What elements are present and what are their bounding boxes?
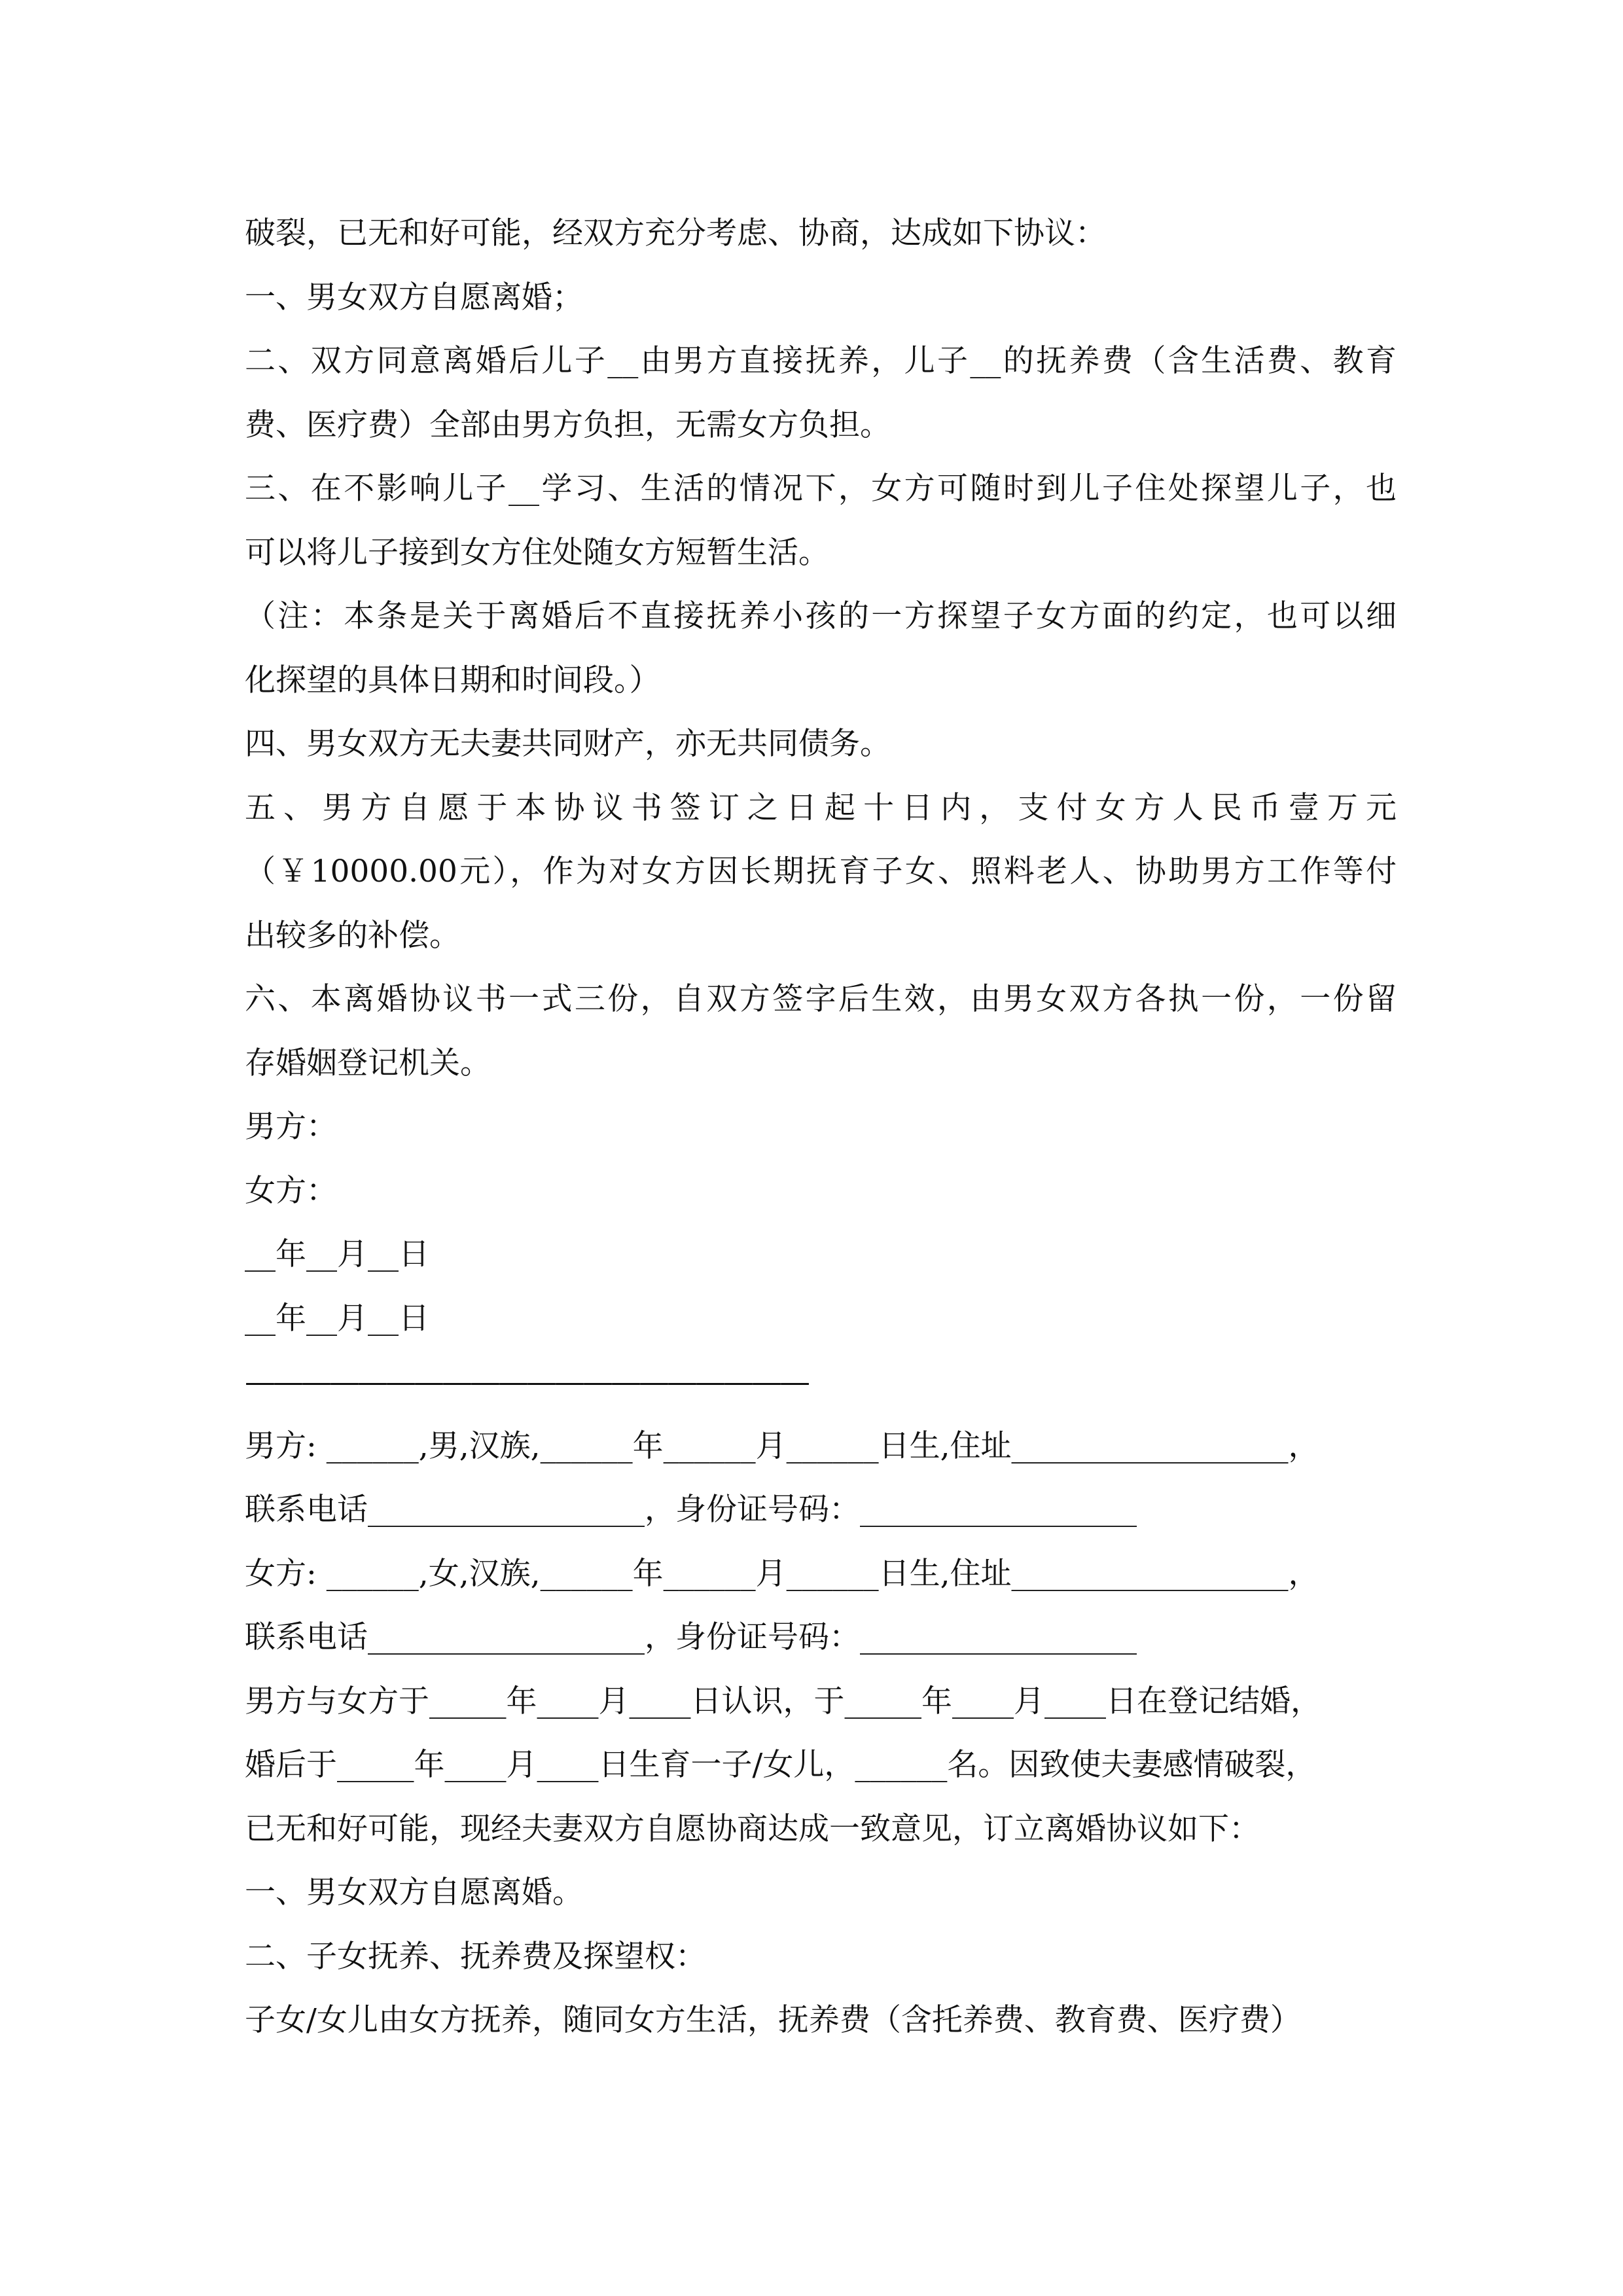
document-body <box>245 202 1397 2053</box>
text-line: 女方: ______,女,汉族,______年______月______日生,住址__________________， <box>245 1555 1319 1592</box>
text-line: 二、子女抚养、抚养费及探望权： <box>245 1938 706 1975</box>
text-line: 男方: ______,男,汉族,______年______月______日生,住址__________________， <box>245 1427 1319 1464</box>
text-line: （注：本条是关于离婚后不直接抚养小孩的一方探望子女方面的约定，也可以细 <box>245 598 1397 634</box>
text-line: 费、医疗费）全部由男方负担，无需女方负担。 <box>245 406 891 443</box>
text-line: 出较多的补偿。 <box>245 917 460 954</box>
text-line: 存婚姻登记机关。 <box>245 1045 491 1081</box>
text-line: 一、男女双方自愿离婚； <box>245 279 583 315</box>
text-line: 四、男女双方无夫妻共同财产，亦无共同债务。 <box>245 726 891 762</box>
text-line: 化探望的具体日期和时间段。） <box>245 662 660 698</box>
section-divider: ———————————————————— <box>245 1364 808 1400</box>
text-line: 子女/女儿由女方抚养，随同女方生活，抚养费（含托养费、教育费、医疗费） <box>245 2002 1301 2038</box>
text-line: 可以将儿子接到女方住处随女方短暂生活。 <box>245 534 829 571</box>
text-line: 联系电话__________________，身份证号码：__________________ <box>245 1619 1137 1655</box>
text-line: 男方与女方于_____年____月____日认识，于_____年____月____日在登记结婚， <box>245 1683 1321 1719</box>
signature-label-male: 男方： <box>245 1109 337 1145</box>
text-line: 五、男方自愿于本协议书签订之日起十日内，支付女方人民币壹万元 <box>245 789 1397 826</box>
text-line: 一、男女双方自愿离婚。 <box>245 1874 583 1910</box>
text-line: 三、在不影响儿子__学习、生活的情况下，女方可随时到儿子住处探望儿子，也 <box>245 471 1397 507</box>
text-line: 破裂，已无和好可能，经双方充分考虑、协商，达成如下协议： <box>245 215 1106 251</box>
text-line: 联系电话__________________，身份证号码：__________________ <box>245 1492 1137 1528</box>
text-line: 二、双方同意离婚后儿子__由男方直接抚养，儿子__的抚养费（含生活费、教育 <box>245 343 1397 379</box>
date-line: __年__月__日 <box>245 1300 429 1336</box>
text-line: 婚后于_____年____月____日生育一子/女儿，______名。因致使夫妻感情破裂， <box>245 1747 1317 1783</box>
text-line: （￥10000.00元），作为对女方因长期抚育子女、照料老人、协助男方工作等付 <box>245 853 1397 889</box>
text-line: 六、本离婚协议书一式三份，自双方签字后生效，由男女双方各执一份，一份留 <box>245 981 1397 1017</box>
date-line: __年__月__日 <box>245 1236 429 1272</box>
text-line: 已无和好可能，现经夫妻双方自愿协商达成一致意见，订立离婚协议如下： <box>245 1810 1260 1847</box>
signature-label-female: 女方： <box>245 1172 337 1209</box>
